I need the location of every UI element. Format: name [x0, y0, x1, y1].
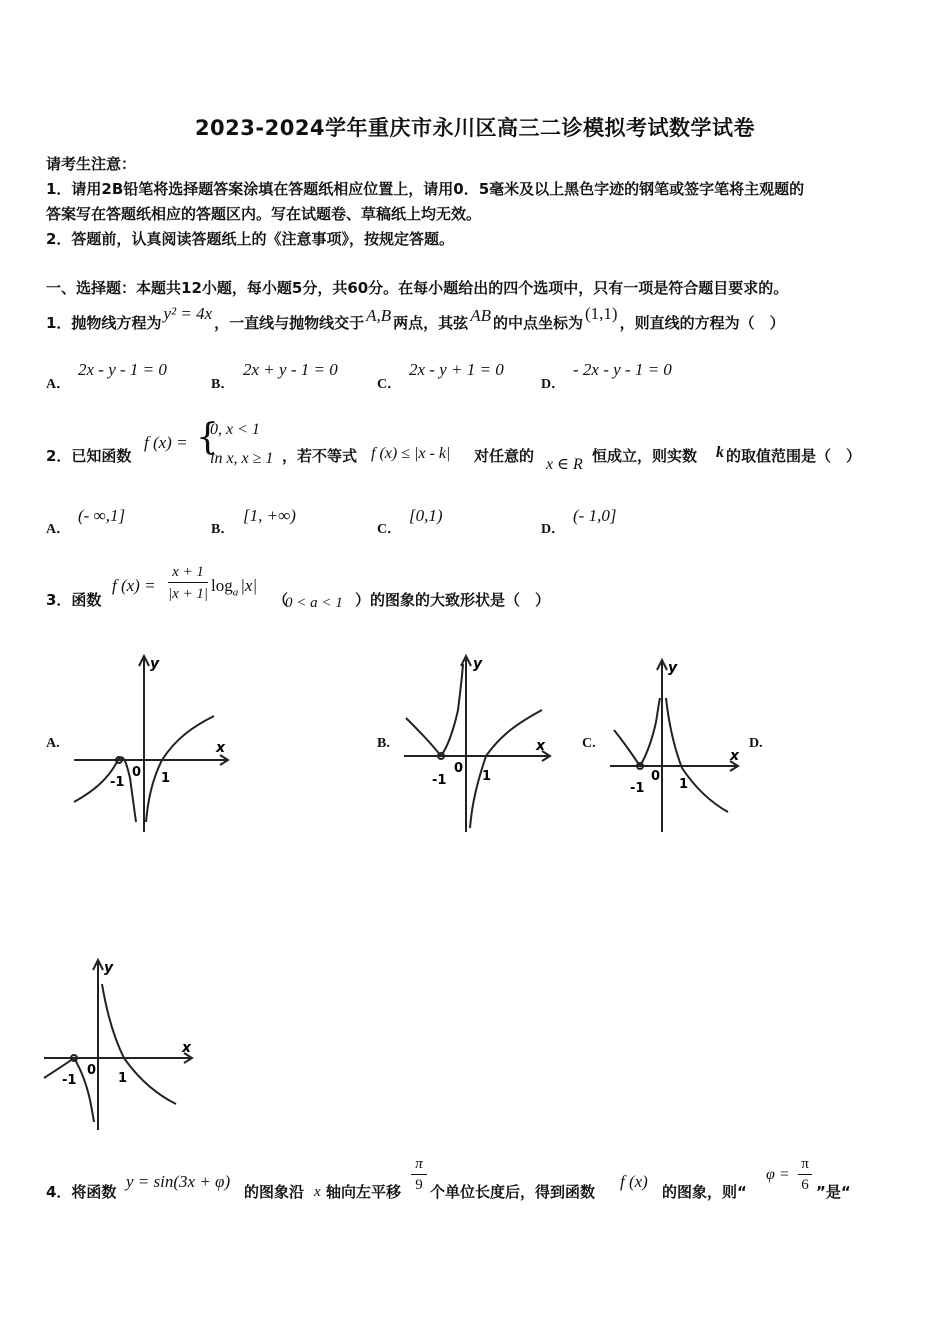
q2-option-d-label[interactable]: D． [541, 522, 566, 537]
q1-option-c[interactable]: 2x - y + 1 = 0 [409, 360, 504, 379]
y-label: y [104, 960, 114, 976]
page-title: 2023-2024学年重庆市永川区高三二诊模拟考试数学试卷 [194, 116, 756, 140]
q4-phi-den: 6 [801, 1177, 809, 1193]
q4-function: f (x) [620, 1172, 648, 1191]
q4-text-5: 的图象，则“ [662, 1183, 747, 1201]
q1-text-2: ，一直线与抛物线交于 [214, 313, 365, 332]
q3-option-d-label[interactable]: D. [749, 736, 763, 751]
q2-text-3: 对任意的 [474, 447, 535, 465]
notice-item-1-line-1: 1．请用2B铅笔将选择题答案涂填在答题纸相应位置上，请用0．5毫米及以上黑色字迹的钢笔或签字笔将主观题的 [46, 180, 805, 198]
q4-text-4: 个单位长度后，得到函数 [430, 1183, 596, 1201]
q4-x: x [314, 1184, 321, 1200]
q3-denominator: |x + 1| [167, 586, 209, 602]
q1-option-d-label[interactable]: D． [541, 377, 566, 392]
q3-cond-open: （ [273, 591, 289, 609]
curve-right [666, 698, 728, 812]
q2-option-b-label[interactable]: B． [211, 522, 235, 537]
q4-equation: y = sin(3x + φ) [126, 1172, 231, 1191]
tick-zero: 0 [132, 765, 142, 780]
q1-text: 1．抛物线方程为 [46, 313, 162, 332]
curve-left [74, 757, 136, 822]
q2-option-d[interactable]: (- 1,0] [573, 506, 617, 525]
q1-midpoint: (1,1) [584, 304, 618, 323]
q3-option-a-label[interactable]: A. [46, 736, 60, 751]
q2-text-2: ，若不等式 [282, 447, 358, 465]
q2-case-2: ln x, x ≥ 1 [210, 450, 274, 467]
tick-neg-one: -1 [630, 781, 645, 796]
q4-text-6: ”是“ [816, 1183, 851, 1201]
q4-text: 4．将函数 [46, 1183, 117, 1201]
q1-text-3: 两点，其弦 [393, 313, 469, 332]
q4-frac-num: π [415, 1156, 423, 1172]
q3-function: f (x) = [112, 576, 156, 595]
q4-frac-den: 9 [415, 1177, 423, 1193]
section-heading: 一、选择题：本题共12小题，每小题5分，共60分。在每小题给出的四个选项中，只有一项是符合题目要求的。 [46, 279, 789, 297]
y-label: y [668, 660, 678, 676]
notice-item-1-line-2: 答案写在答题纸相应的答题区内。写在试题卷、草稿纸上均无效。 [46, 205, 482, 223]
q4-phi-fraction [796, 1154, 814, 1195]
x-label: x [182, 1040, 192, 1056]
question-1 [46, 304, 785, 340]
q4-fraction [408, 1154, 430, 1195]
tick-neg-one: -1 [62, 1073, 77, 1088]
q2-k: k [716, 444, 724, 461]
q3-graph-c[interactable] [604, 656, 748, 836]
q3-fraction [166, 562, 210, 605]
tick-neg-one: -1 [432, 773, 447, 788]
q2-option-a[interactable]: (- ∞,1] [78, 506, 126, 525]
q3-option-c-label[interactable]: C. [582, 736, 596, 751]
notice-heading: 请考生注意： [46, 155, 137, 173]
q1-option-d[interactable]: - 2x - y - 1 = 0 [573, 360, 672, 379]
q2-option-a-label[interactable]: A． [46, 522, 71, 537]
q1-option-a-label[interactable]: A． [46, 377, 71, 392]
tick-one: 1 [679, 777, 689, 792]
tick-one: 1 [161, 771, 171, 786]
q4-phi: φ = [766, 1166, 790, 1183]
q2-text-5: 的取值范围是（ ） [726, 447, 862, 465]
q3-graph-b[interactable] [396, 652, 560, 836]
q3-log-base: a [232, 586, 239, 599]
q2-brace: { [196, 417, 219, 458]
q3-graph-d[interactable] [40, 956, 200, 1136]
q2-text-4: 恒成立，则实数 [592, 447, 698, 465]
q3-log [211, 576, 257, 598]
q1-option-b-label[interactable]: B． [211, 377, 235, 392]
q3-option-b-label[interactable]: B. [377, 736, 390, 751]
curve-right [102, 984, 176, 1104]
q1-option-b[interactable]: 2x + y - 1 = 0 [243, 360, 338, 379]
q3-text-2: ）的图象的大致形状是（ ） [355, 591, 551, 609]
q2-option-c-label[interactable]: C． [377, 522, 402, 537]
q4-text-3: 轴向左平移 [326, 1183, 402, 1201]
tick-zero: 0 [651, 769, 661, 784]
y-label: y [150, 656, 160, 672]
q3-numerator: x + 1 [172, 564, 204, 580]
q3-text: 3．函数 [46, 591, 102, 609]
q1-option-c-label[interactable]: C． [377, 377, 402, 392]
q2-text: 2．已知函数 [46, 447, 132, 465]
tick-one: 1 [482, 769, 492, 784]
q3-condition: 0 < a < 1 [285, 595, 343, 611]
q1-text-5: ，则直线的方程为（ ） [619, 313, 785, 332]
q2-case-1: 0, x < 1 [210, 421, 260, 438]
q1-option-a[interactable]: 2x - y - 1 = 0 [78, 360, 167, 379]
q1-text-4: 的中点坐标为 [492, 313, 583, 332]
q3-log-arg: |x| [240, 576, 258, 595]
tick-neg-one: -1 [110, 775, 125, 790]
q3-graph-a[interactable] [66, 652, 238, 836]
q2-option-b[interactable]: [1, +∞) [243, 506, 296, 525]
q1-points: A,B [366, 306, 392, 325]
q1-equation: y² = 4x [163, 304, 213, 323]
q2-inequality: f (x) ≤ |x - k| [371, 445, 451, 462]
q2-function: f (x) = [144, 433, 188, 452]
tick-zero: 0 [454, 761, 464, 776]
x-label: x [536, 738, 546, 754]
q3-log-text: log [211, 576, 233, 595]
y-label: y [473, 656, 483, 672]
tick-zero: 0 [87, 1063, 97, 1078]
notice-item-2: 2．答题前，认真阅读答题纸上的《注意事项》，按规定答题。 [46, 230, 454, 248]
q2-option-c[interactable]: [0,1) [409, 506, 443, 525]
curve-right [146, 716, 214, 822]
x-label: x [730, 748, 740, 764]
curve-right [470, 710, 542, 828]
q2-domain: x ∈ R [546, 456, 583, 473]
tick-one: 1 [118, 1071, 128, 1086]
curve-left [614, 698, 660, 766]
q4-phi-num: π [801, 1156, 809, 1172]
curve-left [406, 664, 463, 756]
q4-text-2: 的图象沿 [244, 1183, 305, 1201]
q1-chord: AB [470, 306, 491, 325]
x-label: x [216, 740, 226, 756]
